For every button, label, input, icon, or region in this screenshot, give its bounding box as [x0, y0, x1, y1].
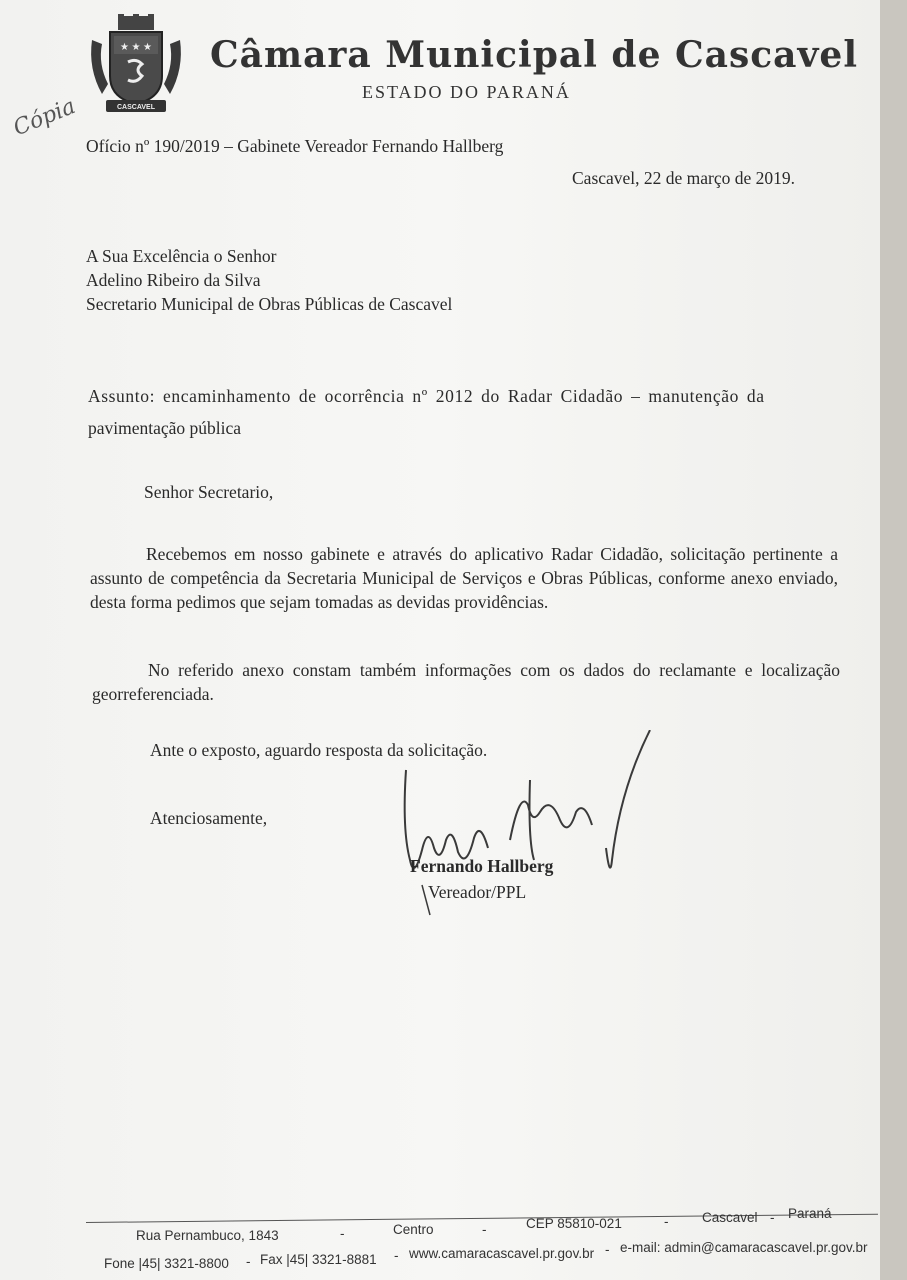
body-paragraph-2-text: No referido anexo constam também informações com os dados do reclamante e localização georreferenciada.	[92, 660, 840, 704]
footer-fax: Fax |45| 3321-8881	[260, 1252, 377, 1267]
footer-street: Rua Pernambuco, 1843	[136, 1228, 279, 1243]
document-date: Cascavel, 22 de março de 2019.	[572, 168, 796, 188]
svg-text:★ ★ ★: ★ ★ ★	[120, 42, 152, 53]
crest-ribbon-text: CASCAVEL	[117, 104, 155, 111]
body-paragraph-3: Ante o exposto, aguardo resposta da solicitação.	[150, 740, 488, 760]
institution-name: Câmara Municipal de Cascavel	[210, 34, 858, 76]
footer-separator: -	[664, 1214, 669, 1229]
footer-state: Paraná	[788, 1206, 832, 1221]
body-paragraph-1-text: Recebemos em nosso gabinete e através do aplicativo Radar Cidadão, solicitação pertinente a assunto de competência da Secretaria Municipal de Serviços e Obras Públicas, conforme anexo enviado, desta forma pedimos que sejam tomadas as devidas providências.	[90, 544, 838, 612]
footer-city: Cascavel	[702, 1210, 758, 1225]
signatory-name: Fernando Hallberg	[410, 856, 554, 876]
footer-district: Centro	[393, 1222, 434, 1237]
document-reference: Ofício nº 190/2019 – Gabinete Vereador Fernando Hallberg	[86, 136, 504, 156]
footer-email: e-mail: admin@camaracascavel.pr.gov.br	[620, 1240, 868, 1255]
footer-cep: CEP 85810-021	[526, 1216, 622, 1231]
page-shadow-edge	[880, 0, 907, 1280]
footer-separator: -	[770, 1210, 775, 1225]
handwritten-copy-note: Cópia	[10, 93, 80, 142]
footer-separator: -	[605, 1242, 610, 1257]
footer-separator: -	[340, 1226, 345, 1241]
footer-separator: -	[482, 1222, 487, 1237]
body-paragraph-1	[90, 542, 838, 614]
recipient-line-2: Adelino Ribeiro da Silva	[86, 270, 261, 290]
signatory-role: Vereador/PPL	[428, 882, 527, 902]
footer-separator: -	[246, 1254, 251, 1269]
recipient-line-3: Secretario Municipal de Obras Públicas de Cascavel	[86, 294, 453, 314]
institution-state: ESTADO DO PARANÁ	[362, 82, 571, 102]
footer-separator: -	[394, 1248, 399, 1263]
municipal-crest-logo	[88, 14, 184, 114]
salutation: Senhor Secretario,	[144, 482, 274, 502]
footer-website: www.camaracascavel.pr.gov.br	[409, 1246, 595, 1261]
subject-line-1: Assunto: encaminhamento de ocorrência nº 2012 do Radar Cidadão – manutenção da	[88, 386, 765, 406]
recipient-line-1: A Sua Excelência o Senhor	[86, 246, 277, 266]
footer-phone: Fone |45| 3321-8800	[104, 1256, 229, 1271]
subject-line-2: pavimentação pública	[88, 418, 242, 438]
closing: Atenciosamente,	[150, 808, 268, 828]
body-paragraph-2	[92, 658, 840, 706]
